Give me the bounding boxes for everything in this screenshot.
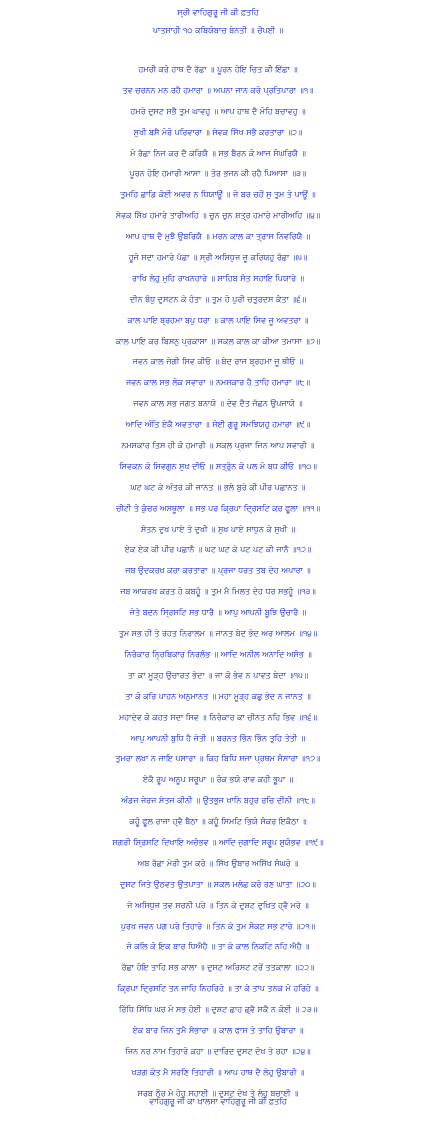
verse-line: ਜਵਨ ਕਾਲ ਸਭ ਜਗਤ ਬਨਾਯੋ ॥ ਦੇਵ ਦੈਤ ਜੱਛਨ ਉਪਜਾਯੋ ॥ — [133, 399, 303, 409]
verse-line: ਜੇਤੇ ਬਦਨ ਸ੍ਰਿਸਟਿ ਸਭ ਧਾਰੈ ॥ ਆਪੁ ਆਪਨੀ ਬੂਝਿ ਉਚਾਰੈ ॥ — [129, 608, 307, 618]
verse-line: ਤਵ ਚਰਨਨ ਮਨ ਰਹੈ ਹਮਾਰਾ ॥ ਅਪਨਾ ਜਾਨ ਕਰੋ ਪ੍ਰਤਿਪਾਰਾ ॥੧॥ — [122, 85, 314, 95]
verse-line: ਸੁਖੀ ਬਸੈ ਮੋਰੋ ਪਰਿਵਾਰਾ ॥ ਸੇਵਕ ਸਿੱਖ ਸਭੈ ਕਰਤਾਰਾ ॥੨॥ — [133, 127, 303, 137]
verse-line: ਨਮਸਕਾਰ ਤਿਸ ਹੀ ਕੋ ਹਮਾਰੀ ॥ ਸਕਲ ਪ੍ਰਜਾ ਜਿਨ ਆਪ ਸਵਾਰੀ ॥ — [121, 441, 315, 451]
verse-line: ਸਿਵਕਨ ਕੋ ਸਿਵਗੁਨ ਸੁਖ ਦੀਓ ॥ ਸਤ੍ਰੁੰਨ ਕੋ ਪਲ ਮੋ ਬਧ ਕੀਓ ॥੧੦॥ — [119, 461, 317, 471]
verse-line: ਕਾਲ ਪਾਇ ਬ੍ਰਹਮਾ ਬਪੁ ਧਰਾ ॥ ਕਾਲ ਪਾਇ ਸਿਵ ਜੂ ਅਵਤਰਾ ॥ — [127, 315, 309, 325]
verse-line: ਪੂਰਨ ਹੋਇ ਹਮਾਰੀ ਆਸਾ ॥ ਤੋਰ ਭਜਨ ਕੀ ਰਹੈ ਪਿਆਸਾ ॥੩॥ — [129, 169, 307, 179]
verse-line: ਹੂਜੋ ਸਦਾ ਹਮਾਰੇ ਪੱਛਾ ॥ ਸ੍ਰੀ ਅਸਿਧੁਜ ਜੂ ਕਰਿਯਹੁ ਰੱਛਾ ॥੫॥ — [128, 253, 308, 263]
verse-line: ਆਦਿ ਅੰਤਿ ਏਕੈ ਅਵਤਾਰਾ ॥ ਸੋਈ ਗੁਰੂ ਸਮਝਿਯਹੁ ਹਮਾਰਾ ॥੯॥ — [125, 420, 311, 430]
verse-line: ਏਕ ਏਕ ਕੀ ਪੀਰ ਪਛਾਨੈ ॥ ਘਟ ਘਟ ਕੇ ਪਟ ਪਟ ਕੀ ਜਾਨੈ ॥੧੨॥ — [124, 545, 312, 555]
verse-line: ਕ੍ਰਿਪਾ ਦ੍ਰਿਸਟਿ ਤਨ ਜਾਹਿ ਨਿਹਰਿਹੋ ॥ ਤਾ ਕੇ ਤਾਪ ਤਨਕ ਮੋ ਹਰਿਹੋ ॥ — [117, 984, 319, 994]
verse-line: ਤਾ ਕੋ ਕਰਿ ਪਾਹਨ ਅਨੁਮਾਨਤ ॥ ਮਹਾ ਮੂੜ੍ਹ ਕਛੁ ਭੇਦ ਨ ਜਾਨਤ ॥ — [125, 691, 311, 701]
verse-line: ਆਪੁ ਆਪਨੀ ਬੁਧਿ ਹੈ ਜੇਤੀ ॥ ਬਰਨਤ ਭਿੰਨ ਭਿੰਨ ਤੁਹਿ ਤੇਤੀ ॥ — [130, 733, 306, 743]
verse-line: ਜੋ ਕਲਿ ਕੋ ਇਕ ਬਾਰ ਧਿਐਹੈ ॥ ਤਾ ਕੇ ਕਾਲ ਨਿਕਟਿ ਨਹਿ ਐਹੈ ॥ — [126, 942, 310, 952]
verse-line: ਏਕੈ ਰੂਪ ਅਨੂਪ ਸਰੂਪਾ ॥ ਰੰਕ ਭਯੋ ਰਾਵ ਕਹੀ ਭੂਪਾ ॥ — [142, 775, 294, 785]
verse-list — [0, 60, 436, 1105]
verse-line: ਜਵਨ ਕਾਲ ਜੋਗੀ ਸਿਵ ਕੀਓ ॥ ਬੇਦ ਰਾਜ ਬ੍ਰਹਮਾ ਜੂ ਥੀਓ ॥ — [132, 357, 304, 367]
verse-line: ਤਾ ਕਾ ਮੂੜ੍ਹ ਉਚਾਰਤ ਭੇਦਾ ॥ ਜਾ ਕੋ ਭੇਵ ਨ ਪਾਵਤ ਬੇਦਾ ॥੧੫॥ — [127, 670, 309, 680]
verse-line: ਜਬ ਆਕਰਖ ਕਰਤ ਹੋ ਕਬਹੂੰ ॥ ਤੁਮ ਮੈ ਮਿਲਤ ਦੇਹ ਧਰ ਸਭਹੂੰ ॥੧੩॥ — [120, 587, 316, 597]
verse-line: ਜਿਨ ਨਰ ਨਾਮ ਤਿਹਾਰੋ ਕਹਾ ॥ ਦਾਰਿਦ ਦੁਸਟ ਦੋਖ ਤੇ ਰਹਾ ॥੨੪॥ — [125, 1046, 311, 1056]
verse-line: ਮੋ ਰੱਛਾ ਨਿਜ ਕਰ ਦੈ ਕਰਿਯੈ ॥ ਸਭ ਬੈਰਨ ਕੋ ਆਜ ਸੰਘਰਿਯੈ ॥ — [130, 148, 306, 158]
verse-line: ਅਬ ਰੱਛਾ ਮੇਰੀ ਤੁਮ ਕਰੋ ॥ ਸਿੱਖ ਉਬਾਰ ਅਸਿੱਖ ਸੰਘਰੋ ॥ — [137, 858, 299, 868]
verse-line: ਜਵਨ ਕਾਲ ਸਭ ਲੋਕ ਸਵਾਰਾ ॥ ਨਮਸਕਾਰ ਹੈ ਤਾਹਿ ਹਮਾਰਾ ॥੮॥ — [125, 378, 311, 388]
verse-line: ਜਬ ਉਦਕਰਖ ਕਰਾ ਕਰਤਾਰਾ ॥ ਪ੍ਰਜਾ ਧਰਤ ਤਬ ਦੇਹ ਅਪਾਰਾ ॥ — [125, 566, 311, 576]
page-title: ਸ੍ਰੀ ਵਾਹਿਗੁਰੂ ਜੀ ਕੀ ਫ਼ਤਹਿ — [177, 8, 259, 17]
verse-line: ਤੁਮਹਿ ਛਾਡਿ ਕੋਈ ਅਵਰ ਨ ਧਿਯਾਊਂ ॥ ਜੋ ਬਰ ਚਹੋਂ ਸੁ ਤੁਮ ਤੇ ਪਾਊਂ ॥ — [120, 190, 316, 200]
verse-line: ਸਰਬ ਠੌਰ ਮੋ ਹੋਹੁ ਸਹਾਈ ॥ ਦੁਸਟ ਦੋਖ ਤੇ ਲੇਹੁ ਬਚਾਈ ॥ — [137, 1088, 299, 1098]
verse-line: ਘਟ ਘਟ ਕੇ ਅੰਤਰ ਕੀ ਜਾਨਤ ॥ ਭਲੇ ਬੁਰੇ ਕੀ ਪੀਰ ਪਛਾਨਤ ॥ — [130, 482, 306, 492]
verse-line: ਸੰਤਨ ਦੁਖ ਪਾਏ ਤੇ ਦੁਖੀ ॥ ਸੁਖ ਪਾਏ ਸਾਧੁਨ ਕੇ ਸੁਖੀ ॥ — [140, 524, 296, 534]
verse-line: ਨਿਰੰਕਾਰ ਨ੍ਰਿਬਿਕਾਰ ਨਿਰਲੰਭ ॥ ਆਦਿ ਅਨੀਲ ਅਨਾਦਿ ਅਸੰਭ ॥ — [124, 649, 312, 659]
verse-line: ਰਾਖਿ ਲੇਹੁ ਮੁਹਿ ਰਾਖਨਹਾਰੇ ॥ ਸਾਹਿਬ ਸੰਤ ਸਹਾਇ ਪਿਯਾਰੇ ॥ — [132, 273, 304, 283]
verse-line: ਰੱਛਾ ਹੋਇ ਤਾਹਿ ਸਭ ਕਾਲਾ ॥ ਦੁਸਟ ਅਰਿਸਟ ਟਰੇਂ ਤਤਕਾਲਾ ॥੨੨॥ — [121, 963, 315, 973]
verse-line: ਹਮਰੀ ਕਰੋ ਹਾਥ ਦੈ ਰੱਛਾ ॥ ਪੂਰਨ ਹੋਇ ਚਿਤ ਕੀ ਇੱਛਾ ॥ — [138, 65, 298, 74]
verse-line: ਤੁਮਰਾ ਲਖਾ ਨ ਜਾਇ ਪਸਾਰਾ ॥ ਕਿਹ ਬਿਧਿ ਸਜਾ ਪ੍ਰਥਮ ਸੰਸਾਰਾ ॥੧੭॥ — [115, 754, 321, 764]
verse-line: ਅੰਡਜ ਜੇਰਜ ਸੇਤਜ ਕੀਨੀ ॥ ਉਤਭੁਜ ਖਾਨਿ ਬਹੁਰ ਰਚਿ ਦੀਨੀ ॥੧੮॥ — [121, 796, 315, 806]
verse-line: ਚੀਟੀ ਤੇ ਕੁੰਚਰ ਅਸਥੂਲਾ ॥ ਸਭ ਪਰ ਕ੍ਰਿਪਾ ਦ੍ਰਿਸਟਿ ਕਰ ਫੂਲਾ ॥੧੧॥ — [115, 503, 321, 513]
verse-line: ਰਿੱਧਿ ਸਿੱਧਿ ਘਰ ਮੋ ਸਭ ਹੋਈ ॥ ਦੁਸ਼ਟ ਛਾਹ ਛ੍ਵੈ ਸਕੈ ਨ ਕੋਈ ॥ ੨੩॥ — [118, 1005, 318, 1015]
verse-line: ਹਮਰੇ ਦੁਸਟ ਸਭੈ ਤੁਮ ਘਾਵਹੁ ॥ ਆਪ ਹਾਥ ਦੈ ਮੋਹਿ ਬਚਾਵਹੁ ॥ — [130, 106, 306, 116]
verse-line: ਦੁਸ਼ਟ ਜਿਤੇ ਉਠਵਤ ਉਤਪਾਤਾ ॥ ਸਕਲ ਮਲੇਛ ਕਰੋ ਰਣ ਘਾਤਾ ॥੨੦॥ — [120, 879, 316, 889]
page-subtitle: ਪਾਤਸ਼ਾਹੀ ੧੦ ਕਬਿਯੋਬਾਚ ਬੇਨਤੀ ॥ ਚੌਪਈ ॥ — [152, 26, 284, 35]
verse-line: ਖੜਗ ਕੇਤ ਮੈ ਸਰਣਿ ਤਿਹਾਰੀ ॥ ਆਪ ਹਾਥ ਦੈ ਲੇਹੁ ਉਬਾਰੀ ॥ — [131, 1067, 305, 1077]
verse-line: ਦੀਨ ਬੰਧੁ ਦੁਸਟਨ ਕੇ ਹੰਤਾ ॥ ਤੁਮ ਹੋ ਪੁਰੀ ਚਤੁਰਦਸ ਕੰਤਾ ॥੬॥ — [129, 294, 307, 304]
page-header — [0, 4, 436, 40]
verse-line: ਜੇ ਅਸਿਧੁਜ ਤਵ ਸਰਨੀ ਪਰੇ ॥ ਤਿਨ ਕੇ ਦੁਸ਼ਟ ਦੁਖਿਤ ਹ੍ਵੈ ਮਰੇ ॥ — [127, 900, 309, 910]
verse-line: ਆਪ ਹਾਥ ਦੈ ਮੁਝੈ ਉਬਰਿਯੈ ॥ ਮਰਨ ਕਾਲ ਕਾ ਤ੍ਰਾਸ ਨਿਵਰਿਯੈ ॥ — [125, 232, 311, 242]
verse-line: ਕਹੂੰ ਫੂਲ ਰਾਜਾ ਹ੍ਵੈ ਬੈਠਾ ॥ ਕਹੂੰ ਸਿਮਟਿ ਭਿਯੋ ਸੰਕਰ ਇਕੈਠਾ ॥ — [129, 817, 307, 827]
verse-line: ਮਹਾਦੇਵ ਕੋ ਕਹਤ ਸਦਾ ਸਿਵ ॥ ਨਿਰੰਕਾਰ ਕਾ ਚੀਨਤ ਨਹਿ ਭਿਵ ॥੧੬॥ — [119, 712, 317, 722]
closing-line: ਵਾਹਿਗੁਰੂ ਜੀ ਕਾ ਖ਼ਾਲਸਾ ਵਾਹਿਗੁਰੂ ਜੀ ਕੀ ਫ਼ਤਹਿ — [149, 1097, 287, 1106]
verse-line: ਏਕ ਬਾਰ ਜਿਨ ਤੁਮੈ ਸੰਭਾਰਾ ॥ ਕਾਲ ਫਾਸ ਤੇ ਤਾਹਿ ਉਬਾਰਾ ॥ — [132, 1025, 304, 1035]
verse-line: ਤੁਮ ਸਭ ਹੀ ਤੇ ਰਹਤ ਨਿਰਾਲਮ ॥ ਜਾਨਤ ਬੇਦ ਭੇਦ ਅਰ ਆਲਮ ॥੧੪॥ — [118, 629, 318, 639]
verse-line: ਸਗਰੀ ਸ੍ਰਿਸਟਿ ਦਿਖਾਇ ਅਚੰਭਵ ॥ ਆਦਿ ਜੁਗਾਦਿ ਸਰੂਪ ਸੁਯੰਭਵ ॥੧੯॥ — [112, 837, 324, 847]
verse-line: ਪੁਰਖ ਜਵਨ ਪਗ ਪਰੇ ਤਿਹਾਰੇ ॥ ਤਿਨ ਕੇ ਤੁਮ ਸੰਕਟ ਸਭ ਟਾਰੇ ॥੨੧॥ — [120, 921, 316, 931]
verse-line: ਕਾਲ ਪਾਇ ਕਰ ਬਿਸਨੁ ਪ੍ਰਕਾਸਾ ॥ ਸਕਲ ਕਾਲ ਕਾ ਕੀਆ ਤਮਾਸਾ ॥੭॥ — [115, 336, 321, 346]
verse-line: ਸੇਵਕ ਸਿੱਖ ਹਮਾਰੇ ਤਾਰੀਅਹਿ ॥ ਚੁਨ ਚੁਨ ਸ਼ਤ੍ਰ ਹਮਾਰੇ ਮਾਰੀਅਹਿ ॥੪॥ — [115, 211, 321, 221]
